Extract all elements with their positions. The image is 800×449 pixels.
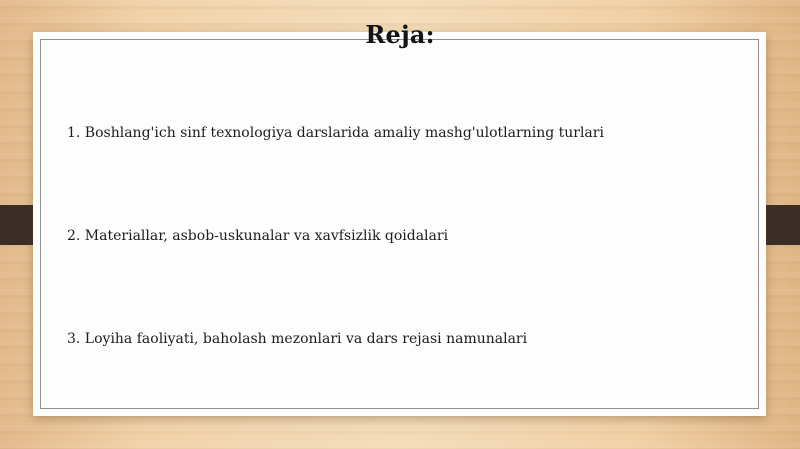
plan-item-2: 2. Materiallar, asbob-uskunalar va xavfsizlik qoidalari [67, 228, 449, 244]
plan-item-3: 3. Loyiha faoliyati, baholash mezonlari va dars rejasi namunalari [67, 331, 528, 347]
plan-item-1: 1. Boshlang'ich sinf texnologiya darslarida amaliy mashg'ulotlarning turlari [67, 125, 604, 141]
slide-card [33, 32, 766, 416]
slide-title: Reja: [365, 20, 435, 49]
slide-card-border [40, 39, 759, 409]
